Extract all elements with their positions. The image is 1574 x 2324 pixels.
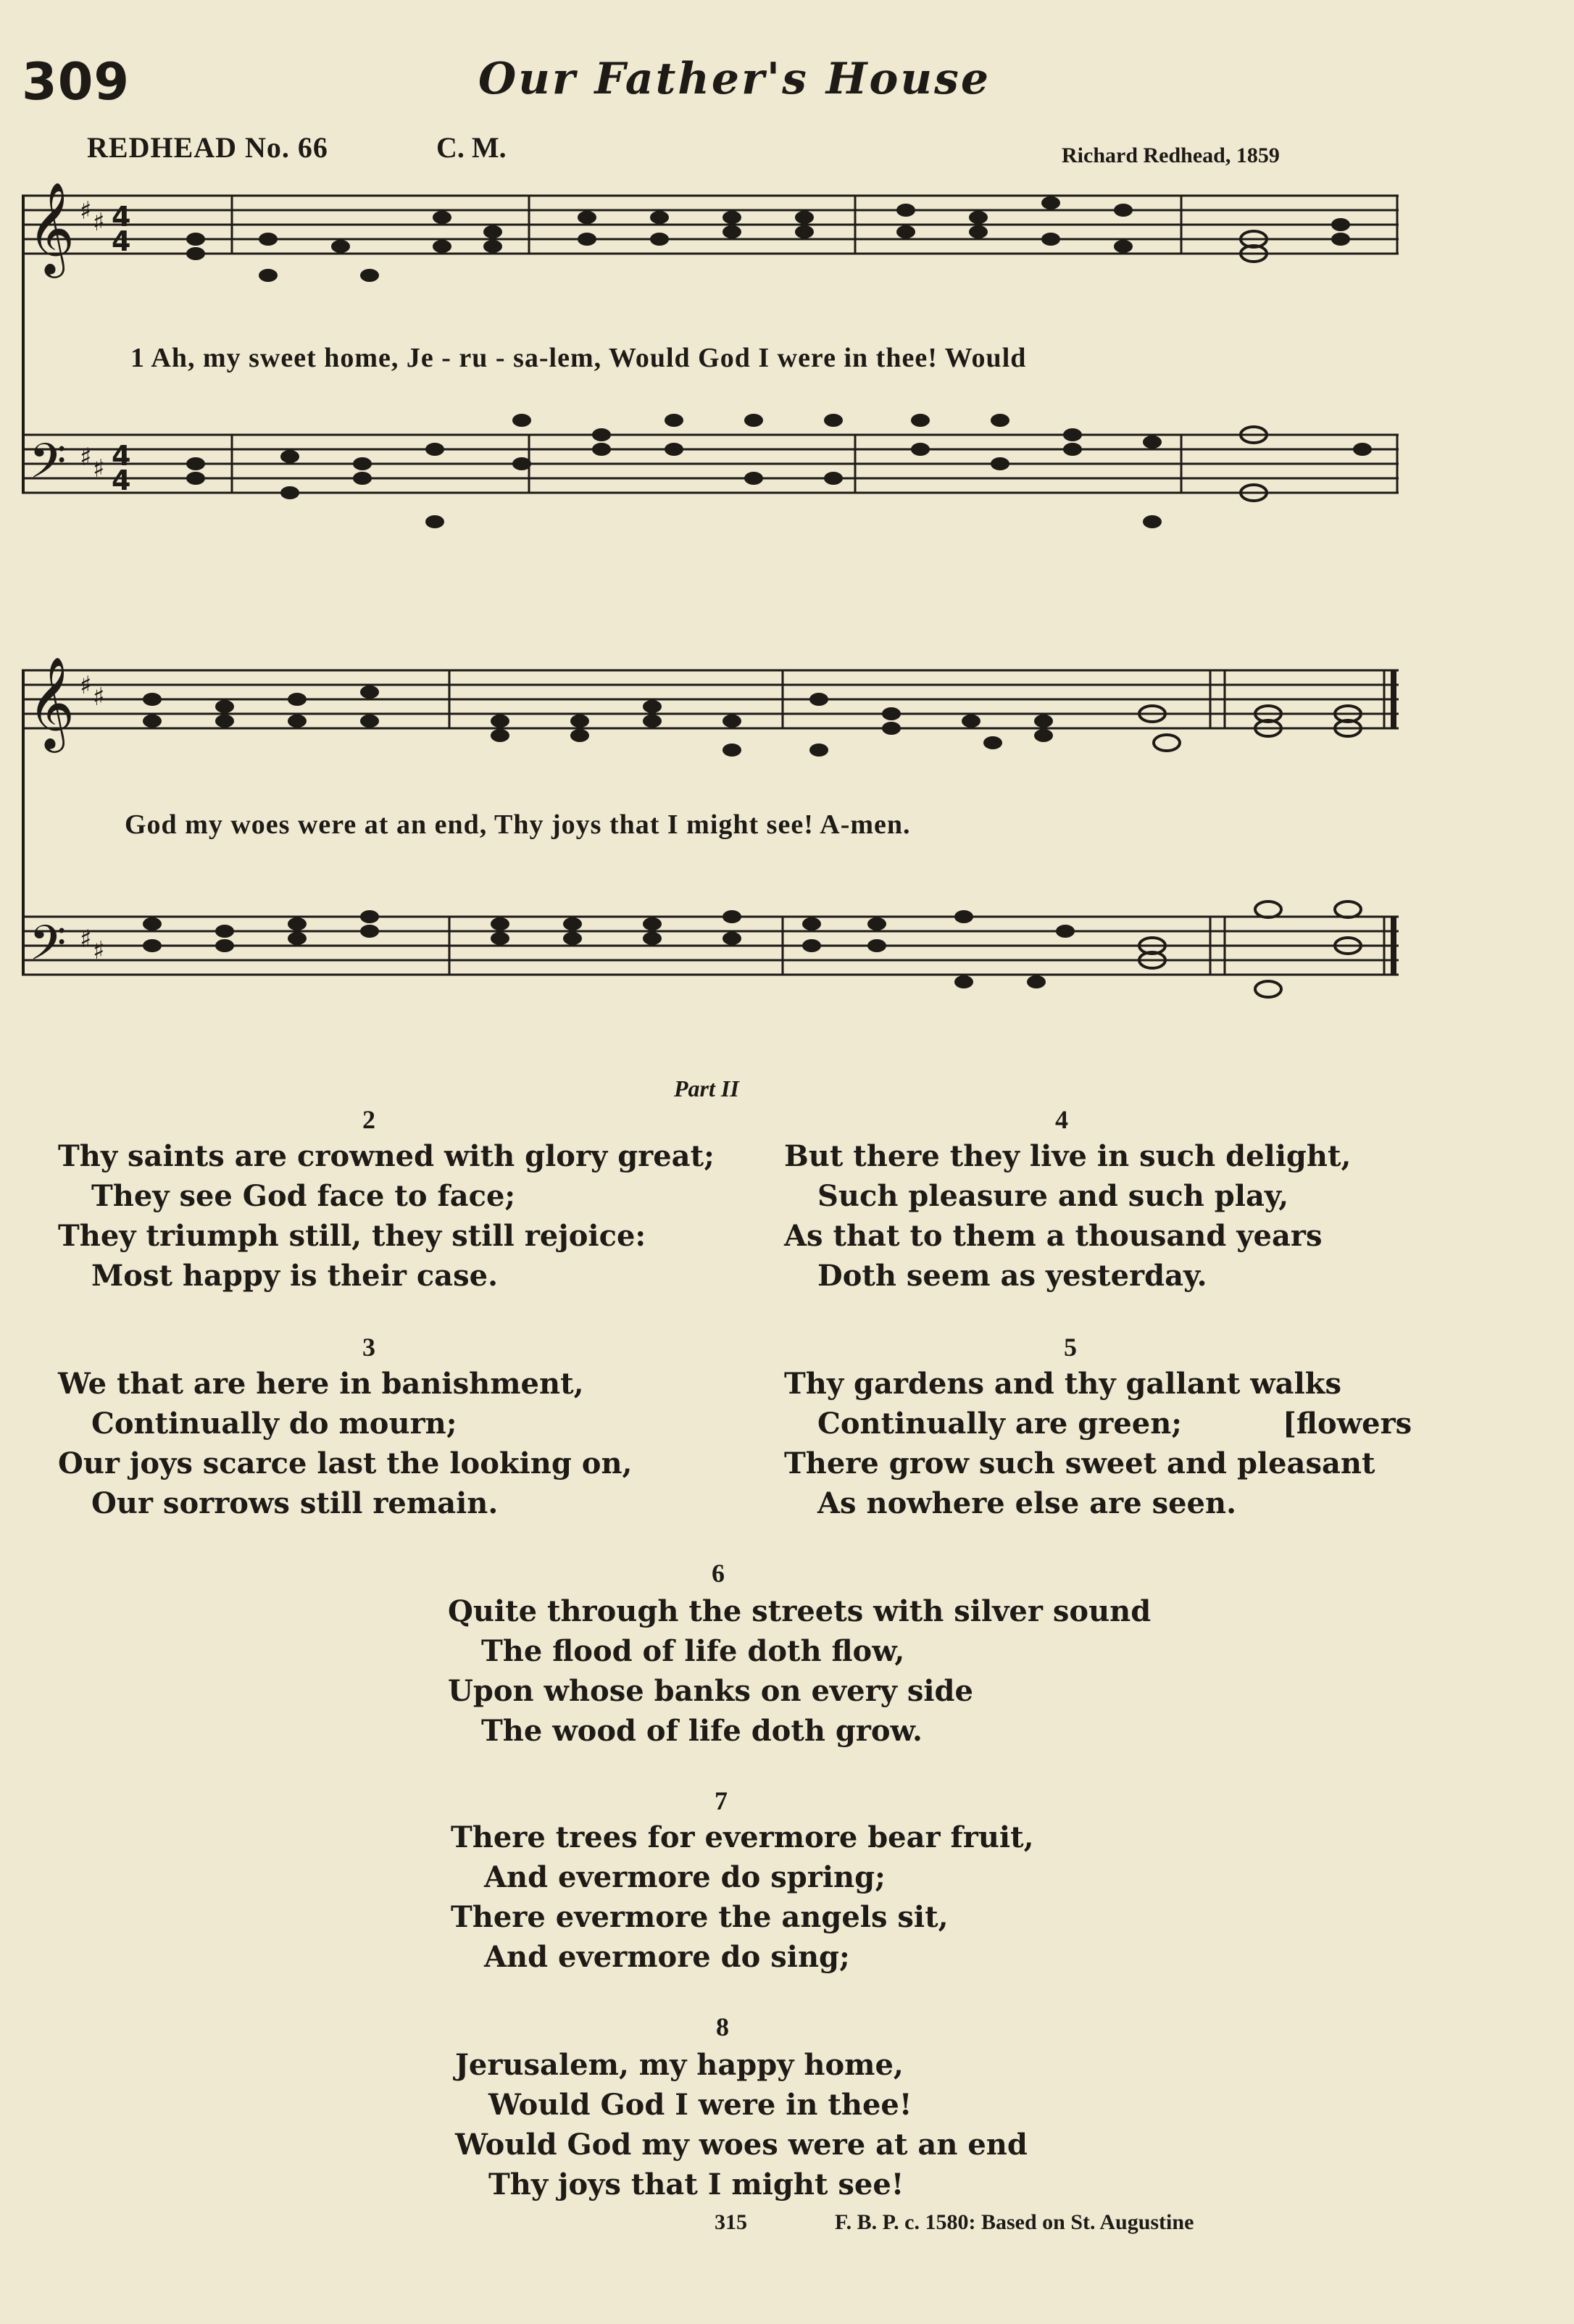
tune-name: REDHEAD No. 66 [87,131,328,164]
music-lyric-line-1: 1 Ah, my sweet home, Je - ru - sa-lem, Would God I were in thee! Would [130,343,1027,373]
stanza-line: There evermore the angels sit, [451,1900,949,1934]
svg-text:♯: ♯ [80,671,92,700]
music-system-1 [22,174,1399,580]
composer: Richard Redhead, 1859 [1062,143,1280,167]
svg-text:4: 4 [112,201,131,233]
stanza-7 [451,1817,1034,1977]
stanza-line: Doth seem as yesterday. [817,1259,1207,1293]
stanza-number: 7 [715,1786,728,1815]
music-lyric-line-2: God my woes were at an end, Thy joys that I might see! A-men. [125,809,911,840]
stanza-line: Upon whose banks on every side [448,1674,973,1708]
meter: C. M. [436,131,507,164]
stanza-line: Would God my woes were at an end [455,2128,1028,2162]
stanza-line: Our joys scarce last the looking on, [58,1446,633,1480]
stanza-number: 8 [716,2012,729,2041]
svg-text:𝄢: 𝄢 [29,433,67,501]
svg-text:♯: ♯ [80,443,92,472]
stanza-line: There grow such sweet and pleasant [784,1446,1375,1480]
stanza-line: They triumph still, they still rejoice: [58,1219,646,1253]
part-label: Part II [674,1075,739,1101]
stanza-line: Thy saints are crowned with glory great; [58,1139,715,1173]
stanza-line: And evermore do spring; [484,1860,886,1894]
stanza-line: And evermore do sing; [484,1940,850,1974]
stanza-line: Would God I were in thee! [488,2088,912,2122]
stanza-line: Thy gardens and thy gallant walks [784,1367,1342,1401]
svg-text:♯: ♯ [93,683,105,712]
stanza-4 [784,1136,1351,1296]
stanza-5-overflow: [flowers [1283,1407,1412,1441]
stanza-5 [784,1364,1375,1523]
svg-text:4: 4 [112,225,131,257]
hymn-number: 309 [22,52,130,112]
music-system-2 [22,649,1399,1040]
stanza-number: 4 [1055,1105,1068,1134]
stanza-line: We that are here in banishment, [58,1367,584,1401]
stanza-number: 3 [362,1333,375,1362]
stanza-8 [455,2045,1028,2204]
hymn-title: Our Father's House [478,54,991,104]
stanza-line: Such pleasure and such play, [817,1179,1289,1213]
stanza-line: Thy joys that I might see! [488,2167,904,2202]
svg-text:𝄞: 𝄞 [28,656,75,749]
stanza-3 [58,1364,632,1523]
stanza-line: There trees for evermore bear fruit, [451,1820,1034,1854]
svg-text:♯: ♯ [93,936,105,965]
svg-text:♯: ♯ [80,925,92,954]
stanza-line: Most happy is their case. [91,1259,498,1293]
stanza-line: The flood of life doth flow, [481,1634,905,1668]
stanza-line: They see God face to face; [91,1179,516,1213]
stanza-line: As that to them a thousand years [784,1219,1323,1253]
svg-text:♯: ♯ [80,196,92,225]
stanza-number: 6 [712,1559,725,1588]
svg-text:4: 4 [112,465,131,496]
stanza-6 [448,1591,1151,1751]
attribution: F. B. P. c. 1580: Based on St. Augustine [835,2210,1194,2234]
stanza-line: Our sorrows still remain. [91,1486,499,1520]
stanza-number: 5 [1064,1333,1077,1362]
svg-text:♯: ♯ [93,454,105,483]
stanza-line: Jerusalem, my happy home, [455,2048,904,2082]
stanza-line: Continually are green; [817,1407,1183,1441]
svg-text:♯: ♯ [93,208,105,237]
stanza-2 [58,1136,715,1296]
stanza-line: Quite through the streets with silver sound [448,1594,1152,1628]
stanza-line: As nowhere else are seen. [817,1486,1236,1520]
page-number: 315 [715,2210,747,2234]
stanza-line: Continually do mourn; [91,1407,457,1441]
svg-text:𝄞: 𝄞 [28,181,75,274]
svg-text:4: 4 [112,440,131,472]
stanza-line: The wood of life doth grow. [481,1714,923,1748]
stanza-number: 2 [362,1105,375,1134]
svg-text:𝄢: 𝄢 [29,915,67,983]
stanza-line: But there they live in such delight, [784,1139,1352,1173]
